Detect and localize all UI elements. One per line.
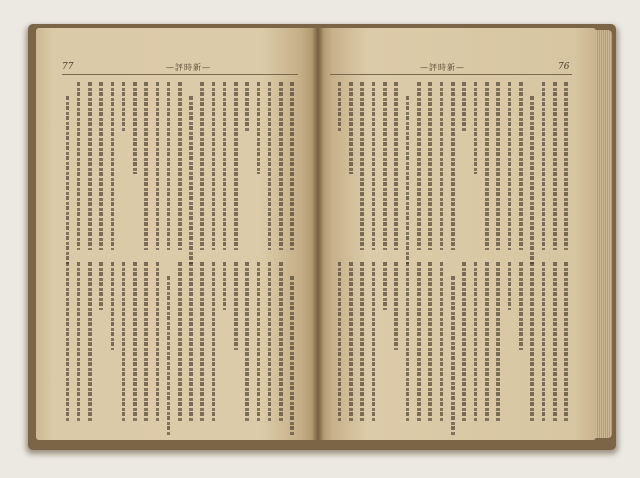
text-column (383, 262, 387, 310)
text-column (383, 82, 387, 250)
text-column (290, 276, 294, 436)
text-column (200, 262, 204, 422)
text-column (485, 262, 489, 422)
text-column (542, 262, 546, 422)
text-column (508, 82, 512, 250)
text-column (519, 262, 523, 350)
right-page-number: 76 (558, 62, 570, 72)
text-column (564, 82, 568, 250)
text-column (338, 262, 342, 422)
text-column (553, 82, 557, 250)
text-column (394, 82, 398, 250)
text-column (338, 82, 342, 132)
text-column (372, 82, 376, 250)
text-column (417, 82, 421, 250)
text-column (428, 82, 432, 250)
text-column (66, 262, 70, 422)
text-column (428, 262, 432, 422)
text-column (485, 82, 489, 250)
text-column (99, 82, 103, 250)
text-column (417, 262, 421, 422)
text-column (122, 262, 126, 422)
text-column (77, 262, 81, 422)
text-column (189, 96, 193, 264)
text-column (268, 262, 272, 422)
text-column (111, 262, 115, 350)
left-page-number: 77 (62, 62, 74, 72)
text-column (144, 82, 148, 250)
text-column (406, 262, 410, 422)
text-column (406, 96, 410, 264)
text-column (189, 262, 193, 422)
text-column (474, 82, 478, 174)
right-running-head: —評時新— (420, 63, 465, 72)
left-header-rule (62, 74, 298, 75)
right-page-text-upper (334, 82, 572, 250)
text-column (133, 82, 137, 174)
text-column (133, 262, 137, 422)
text-column (257, 262, 261, 422)
text-column (496, 262, 500, 422)
text-column (178, 262, 182, 422)
text-column (111, 82, 115, 250)
text-column (77, 82, 81, 250)
text-column (564, 262, 568, 422)
page-fore-edge (596, 30, 612, 438)
text-column (88, 262, 92, 422)
text-column (474, 262, 478, 422)
text-column (553, 262, 557, 422)
text-column (212, 82, 216, 250)
text-column (212, 262, 216, 422)
text-column (440, 262, 444, 422)
text-column (290, 82, 294, 250)
text-column (144, 262, 148, 422)
text-column (234, 82, 238, 250)
text-column (167, 82, 171, 250)
text-column (257, 82, 261, 174)
text-column (167, 276, 171, 436)
left-page-text-lower (62, 262, 298, 422)
book-gutter (312, 28, 324, 440)
text-column (530, 96, 534, 264)
text-column (508, 262, 512, 310)
text-column (122, 82, 126, 132)
text-column (99, 262, 103, 310)
left-page-text-upper (62, 82, 298, 250)
text-column (530, 262, 534, 422)
text-column (462, 82, 466, 132)
right-header-rule (330, 74, 572, 75)
text-column (279, 82, 283, 250)
text-column (279, 262, 283, 422)
text-column (372, 262, 376, 422)
text-column (88, 82, 92, 250)
text-column (178, 82, 182, 250)
text-column (360, 262, 364, 422)
text-column (451, 82, 455, 250)
text-column (542, 82, 546, 250)
text-column (519, 82, 523, 250)
text-column (200, 82, 204, 250)
right-page-text-lower (334, 262, 572, 422)
text-column (245, 262, 249, 422)
text-column (223, 262, 227, 310)
text-column (496, 82, 500, 250)
text-column (66, 96, 70, 264)
left-running-head: —評時新— (166, 63, 211, 72)
text-column (223, 82, 227, 250)
text-column (234, 262, 238, 350)
text-column (440, 82, 444, 250)
text-column (462, 262, 466, 422)
text-column (360, 82, 364, 250)
text-column (245, 82, 249, 132)
text-column (394, 262, 398, 350)
text-column (156, 82, 160, 250)
text-column (451, 276, 455, 436)
text-column (156, 262, 160, 422)
text-column (268, 82, 272, 250)
text-column (349, 82, 353, 174)
text-column (349, 262, 353, 422)
